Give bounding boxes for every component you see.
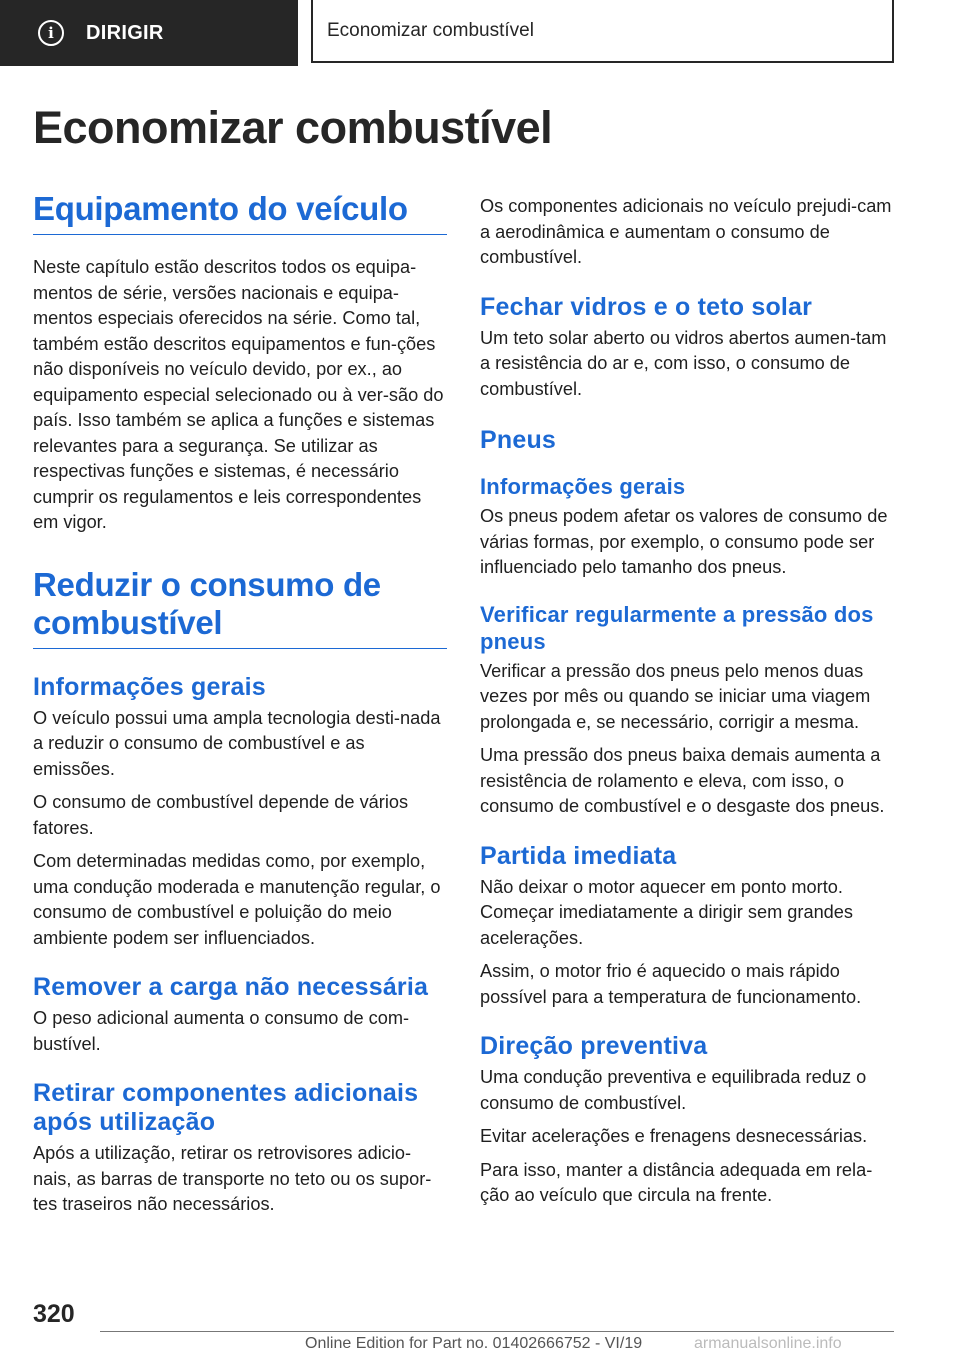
heading-pneus: Pneus	[480, 426, 557, 454]
heading-partida-imediata: Partida imediata	[480, 841, 677, 870]
paragraph: Para isso, manter a distância adequada em rela-ção ao veículo que circula na frente.	[480, 1159, 873, 1205]
heading-verificar-pressao: Verificar regularmente a pressão dos pneus	[480, 601, 874, 654]
paragraph: Os componentes adicionais no veículo prejudi-cam a aerodinâmica e aumentam o consumo de combustível.	[480, 196, 892, 267]
paragraph: Verificar a pressão dos pneus pelo menos duas vezes por mês ou quando se iniciar uma viagem prolongada e, se necessário, corrigir a mesma.	[480, 660, 871, 732]
header-section-tab	[0, 0, 298, 66]
page-title: Economizar combustível	[33, 102, 553, 153]
paragraph: Um teto solar aberto ou vidros abertos aumen-tam a resistência do ar e, com isso, o consumo de combustível.	[480, 327, 887, 399]
right-column	[480, 190, 894, 1209]
info-icon: i	[38, 20, 64, 46]
left-column	[33, 190, 447, 1218]
heading-remover-carga: Remover a carga não necessária	[33, 973, 429, 1001]
heading-fechar-vidros: Fechar vidros e o teto solar	[480, 292, 813, 321]
page-number: 320	[33, 1300, 75, 1328]
paragraph: Neste capítulo estão descritos todos os equipa-mentos de série, versões nacionais e equipa-mentos especiais oferecidos na série. Como tal, também estão descritos equipamentos e fun-ções não disponíveis no veículo devido, por ex., ao equipamento especial selecionado ou à ver-são do país. Isso também se aplica a funções e sistemas relevantes para a segurança. Se utilizar as respectivas funções e sistemas, é necessário cumprir os regulamentos e leis correspondentes em vigor.	[33, 257, 444, 532]
paragraph: O peso adicional aumenta o consumo de com-bustível.	[33, 1008, 410, 1054]
heading-informacoes-gerais: Informações gerais	[33, 672, 266, 701]
watermark: armanualsonline.info	[694, 1335, 842, 1352]
header-title: Economizar combustível	[327, 19, 534, 41]
footer-edition: Online Edition for Part no. 01402666752 - VI/19	[305, 1335, 643, 1352]
paragraph: Uma condução preventiva e equilibrada reduz o consumo de combustível.	[480, 1067, 867, 1113]
heading-direcao-preventiva: Direção preventiva	[480, 1032, 708, 1060]
header-section-label: DIRIGIR	[86, 21, 164, 44]
paragraph: O consumo de combustível depende de vários fatores.	[33, 792, 409, 838]
paragraph: Uma pressão dos pneus baixa demais aumenta a resistência de rolamento e eleva, com isso, o consumo de combustível e o desgaste dos pneus.	[480, 745, 885, 816]
heading-pneus-informacoes: Informações gerais	[480, 474, 686, 499]
paragraph: Com determinadas medidas como, por exemplo, uma condução moderada e manutenção regular, o consumo de combustível e poluição do meio ambiente podem ser influenciados.	[33, 851, 441, 948]
paragraph: Evitar acelerações e frenagens desnecessárias.	[480, 1126, 868, 1146]
heading-equipamento: Equipamento do veículo	[33, 190, 447, 235]
paragraph: Os pneus podem afetar os valores de consumo de várias formas, por exemplo, o consumo pode ser influenciado pelo tamanho dos pneus.	[480, 506, 888, 577]
heading-reduzir-consumo: Reduzir o consumo de combustível	[33, 566, 447, 649]
paragraph: Não deixar o motor aquecer em ponto morto. Começar imediatamente a dirigir sem grandes acelerações.	[480, 876, 854, 948]
heading-retirar-componentes: Retirar componentes adicionais após utilização	[33, 1079, 419, 1136]
paragraph: O veículo possui uma ampla tecnologia desti-nada a reduzir o consumo de combustível e as emissões.	[33, 707, 441, 779]
paragraph: Após a utilização, retirar os retrovisores adicio-nais, as barras de transporte no teto ou os supor-tes traseiros não necessários.	[33, 1143, 432, 1214]
header-title-tab	[311, 0, 894, 63]
paragraph: Assim, o motor frio é aquecido o mais rápido possível para a temperatura de funcionamento.	[480, 961, 862, 1007]
footer-divider	[100, 1331, 894, 1332]
